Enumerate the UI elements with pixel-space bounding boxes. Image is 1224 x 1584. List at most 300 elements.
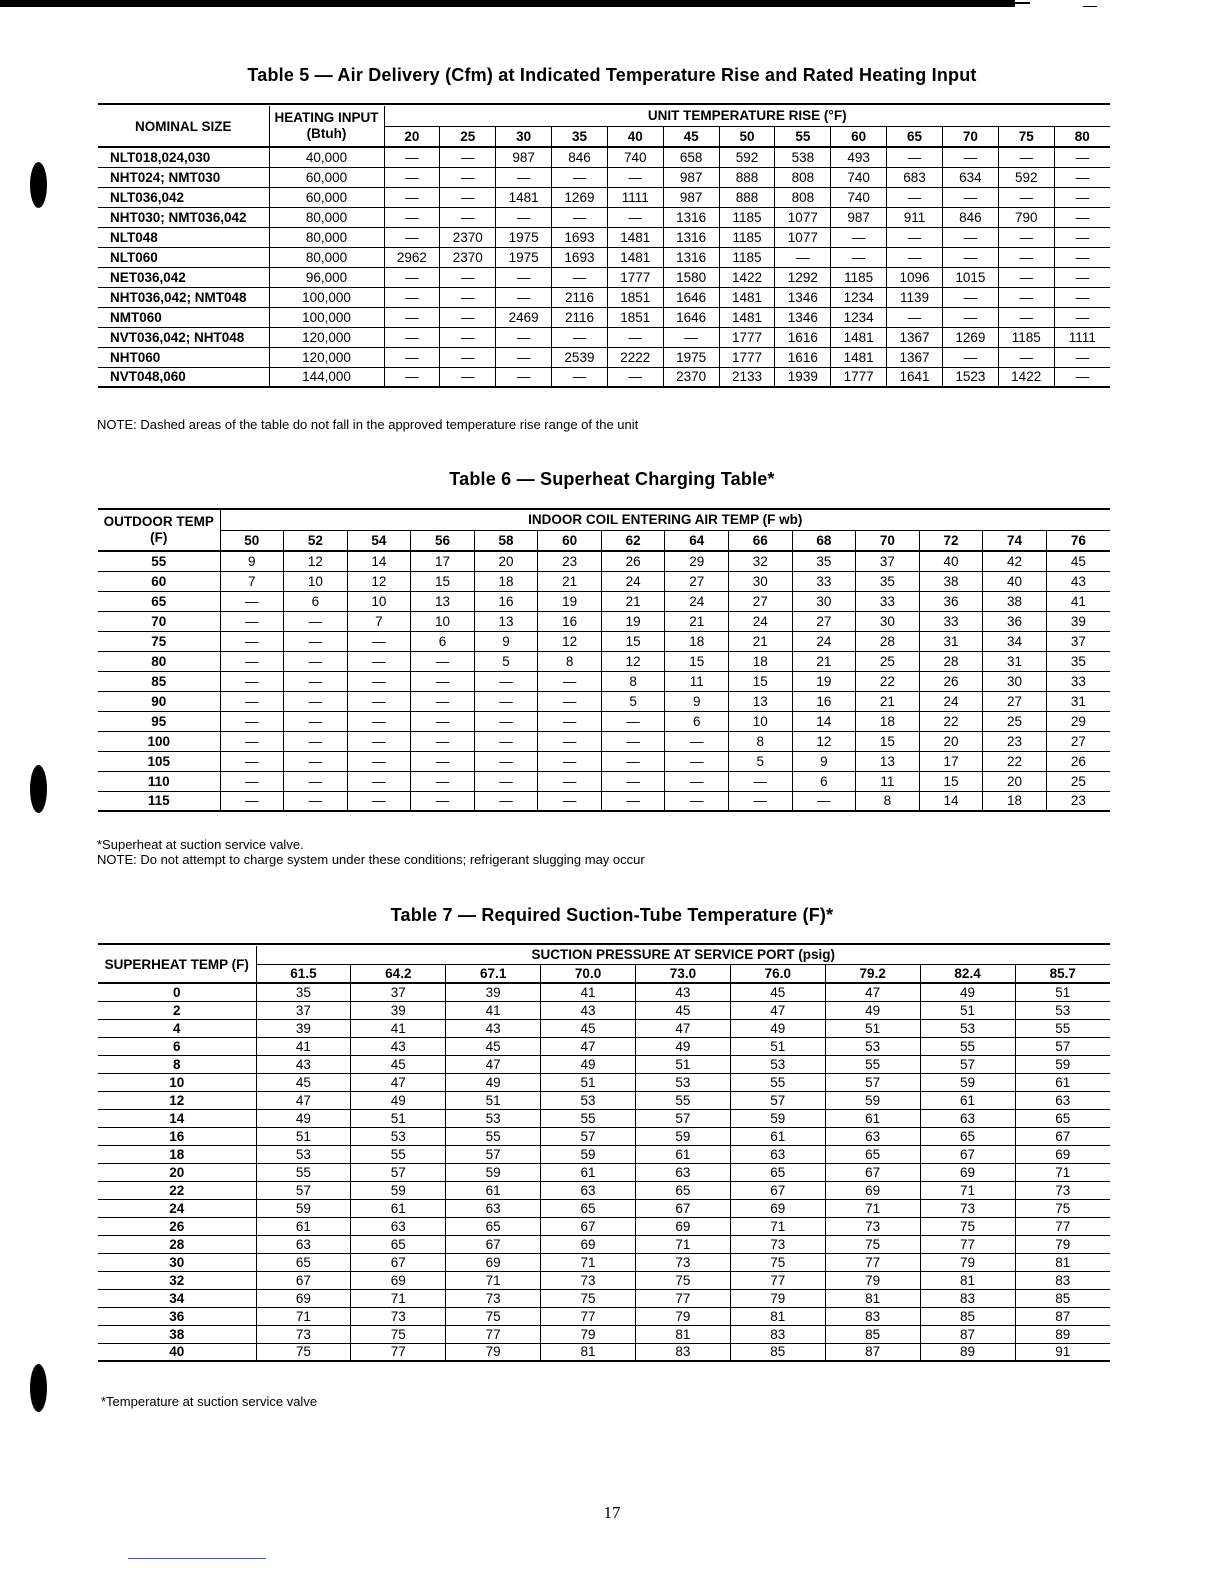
table5-cell: —	[384, 187, 440, 207]
table5-cell: 911	[887, 207, 943, 227]
table-row	[98, 147, 1110, 167]
table5-cell: —	[384, 267, 440, 287]
table6-cell: 17	[411, 551, 475, 571]
table7-cell: 69	[825, 1181, 920, 1199]
table7-row-label: 2	[98, 1001, 256, 1019]
table6-cell: 22	[856, 671, 920, 691]
table5-cell: 1481	[719, 287, 775, 307]
table5-cell: —	[440, 367, 496, 387]
table-row	[98, 367, 1110, 387]
table5-cell: 846	[942, 207, 998, 227]
table5-row-input: 60,000	[269, 187, 384, 207]
table5-cell: —	[384, 147, 440, 167]
table6-cell: 31	[1046, 691, 1110, 711]
table6-cell: 15	[601, 631, 665, 651]
table-row	[98, 1145, 1110, 1163]
table7-cell: 73	[825, 1217, 920, 1235]
table7-cell: 87	[920, 1325, 1015, 1343]
table6-cell: —	[220, 751, 284, 771]
table6-cell: 19	[538, 591, 602, 611]
table7-cell: 55	[636, 1091, 731, 1109]
table6-cell: —	[347, 771, 411, 791]
table6-cell: —	[601, 751, 665, 771]
table6-cell: —	[474, 791, 538, 811]
table5-row-input: 120,000	[269, 347, 384, 367]
table7-row-label: 8	[98, 1055, 256, 1073]
table5-col-header: 55	[775, 126, 831, 147]
table7-cell: 75	[351, 1325, 446, 1343]
table6-cell: 23	[538, 551, 602, 571]
table5-cell: 1316	[663, 227, 719, 247]
table5-cell: 1777	[719, 347, 775, 367]
table5-row-label: NHT024; NMT030	[98, 167, 269, 187]
table7-cell: 77	[730, 1271, 825, 1289]
table6-cell: 9	[792, 751, 856, 771]
table5-cell: —	[942, 147, 998, 167]
table5-col-header: 65	[887, 126, 943, 147]
table7-cell: 79	[446, 1343, 541, 1361]
table7-cell: 77	[446, 1325, 541, 1343]
table-row	[98, 187, 1110, 207]
table5-cell: —	[607, 207, 663, 227]
table-row	[98, 571, 1110, 591]
table6-cell: 24	[792, 631, 856, 651]
table5-cell: —	[496, 167, 552, 187]
table7-cell: 45	[541, 1019, 636, 1037]
table5-cell: 987	[663, 187, 719, 207]
table6-cell: 16	[792, 691, 856, 711]
table7-cell: 57	[446, 1145, 541, 1163]
table7-cell: 47	[256, 1091, 351, 1109]
table6-cell: 24	[601, 571, 665, 591]
table-row	[98, 1037, 1110, 1055]
table7-cell: 49	[825, 1001, 920, 1019]
table7-cell: 59	[1015, 1055, 1110, 1073]
table-row	[98, 611, 1110, 631]
table6-cell: —	[411, 691, 475, 711]
table7-cell: 79	[636, 1307, 731, 1325]
table6-cell: —	[538, 691, 602, 711]
table7-cell: 47	[636, 1019, 731, 1037]
table6-cell: —	[474, 771, 538, 791]
table5-cell: 1646	[663, 307, 719, 327]
table5-cell: —	[384, 227, 440, 247]
table5-cell: 1851	[607, 287, 663, 307]
table5-cell: 1616	[775, 347, 831, 367]
table5-cell: 1777	[719, 327, 775, 347]
table5-cell: —	[384, 367, 440, 387]
table6-header-outdoor: OUTDOOR TEMP (F)	[98, 510, 220, 551]
table6-cell: 33	[792, 571, 856, 591]
table6-cell: 26	[919, 671, 983, 691]
table6-cell: —	[474, 751, 538, 771]
table5-row-input: 40,000	[269, 147, 384, 167]
table6-cell: —	[538, 791, 602, 811]
table5-cell: —	[496, 367, 552, 387]
table6-cell: 14	[347, 551, 411, 571]
table-row	[98, 1073, 1110, 1091]
table5-title: Table 5 — Air Delivery (Cfm) at Indicated Temperature Rise and Rated Heating Input	[247, 65, 977, 85]
table6-cell: 23	[983, 731, 1047, 751]
table6-cell: —	[538, 711, 602, 731]
table5-col-header: 25	[440, 126, 496, 147]
table5-cell: —	[496, 327, 552, 347]
table6-cell: —	[538, 771, 602, 791]
table6-cell: —	[411, 651, 475, 671]
table6-cell: 35	[792, 551, 856, 571]
table7-cell: 73	[256, 1325, 351, 1343]
table7-row-label: 22	[98, 1181, 256, 1199]
table7-cell: 79	[730, 1289, 825, 1307]
table5-cell: 1975	[663, 347, 719, 367]
table5-cell: 1367	[887, 347, 943, 367]
table5-col-header: 50	[719, 126, 775, 147]
table7-cell: 59	[730, 1109, 825, 1127]
table5-cell: 1269	[552, 187, 608, 207]
table7-cell: 61	[636, 1145, 731, 1163]
table7-cell: 45	[351, 1055, 446, 1073]
table7-cell: 59	[446, 1163, 541, 1181]
table5-cell: 987	[496, 147, 552, 167]
table6-cell: 8	[729, 731, 793, 751]
table5-cell: 1185	[719, 247, 775, 267]
table7-cell: 79	[541, 1325, 636, 1343]
table7-row-label: 12	[98, 1091, 256, 1109]
table7-cell: 71	[730, 1217, 825, 1235]
table7-cell: 63	[825, 1127, 920, 1145]
table5-cell: —	[607, 327, 663, 347]
table7-cell: 71	[1015, 1163, 1110, 1181]
table6-cell: 22	[919, 711, 983, 731]
table6-col-header: 68	[792, 530, 856, 551]
table6-cell: —	[347, 691, 411, 711]
table5-cell: —	[775, 247, 831, 267]
table7-cell: 77	[636, 1289, 731, 1307]
table7-cell: 73	[446, 1289, 541, 1307]
table6-cell: 15	[411, 571, 475, 591]
table5-header-heating: HEATING INPUT (Btuh)	[269, 106, 384, 147]
table7-row-label: 4	[98, 1019, 256, 1037]
table7-row-label: 30	[98, 1253, 256, 1271]
table6-cell: —	[220, 671, 284, 691]
table7-col-header: 82.4	[920, 964, 1015, 983]
table7-cell: 75	[256, 1343, 351, 1361]
table7-cell: 53	[730, 1055, 825, 1073]
table6-cell: —	[474, 731, 538, 751]
table7-cell: 49	[636, 1037, 731, 1055]
table5-cell: 1234	[831, 307, 887, 327]
table6-cell: 27	[665, 571, 729, 591]
table5-cell: —	[942, 227, 998, 247]
table5-header-rise: UNIT TEMPERATURE RISE (°F)	[384, 106, 1110, 126]
table5-row-input: 100,000	[269, 307, 384, 327]
table6-cell: 13	[411, 591, 475, 611]
table5-row-label: NVT048,060	[98, 367, 269, 387]
table7-cell: 47	[825, 983, 920, 1001]
table6-cell: —	[284, 631, 348, 651]
table5-cell: —	[942, 287, 998, 307]
table6-cell: —	[601, 711, 665, 731]
table5-row-input: 80,000	[269, 207, 384, 227]
table6-cell: —	[411, 751, 475, 771]
table5-cell: 808	[775, 167, 831, 187]
table7-cell: 55	[541, 1109, 636, 1127]
table7-cell: 67	[920, 1145, 1015, 1163]
table-row	[98, 267, 1110, 287]
table6-col-header: 66	[729, 530, 793, 551]
table7-cell: 53	[920, 1019, 1015, 1037]
table7-cell: 51	[920, 1001, 1015, 1019]
table5-cell: 1185	[831, 267, 887, 287]
table6-cell: 15	[665, 651, 729, 671]
table6-cell: —	[538, 731, 602, 751]
table7-cell: 81	[541, 1343, 636, 1361]
table-row	[98, 1325, 1110, 1343]
table7-cell: 51	[351, 1109, 446, 1127]
table5-row-input: 96,000	[269, 267, 384, 287]
table6-cell: 13	[856, 751, 920, 771]
table-row	[98, 167, 1110, 187]
table7-cell: 77	[920, 1235, 1015, 1253]
table7-cell: 67	[730, 1181, 825, 1199]
table5-cell: —	[552, 167, 608, 187]
table7-cell: 71	[446, 1271, 541, 1289]
table7-cell: 85	[825, 1325, 920, 1343]
table5-cell: 1481	[719, 307, 775, 327]
table7-cell: 39	[351, 1001, 446, 1019]
table7-row-label: 32	[98, 1271, 256, 1289]
table7-cell: 65	[636, 1181, 731, 1199]
table7-cell: 65	[1015, 1109, 1110, 1127]
table5-cell: —	[384, 347, 440, 367]
table7-cell: 75	[920, 1217, 1015, 1235]
table-row	[98, 1343, 1110, 1361]
table7-cell: 51	[825, 1019, 920, 1037]
table5-cell: —	[998, 187, 1054, 207]
table6-cell: —	[665, 771, 729, 791]
table7-cell: 89	[1015, 1325, 1110, 1343]
table7-cell: 51	[541, 1073, 636, 1091]
table5-cell: 538	[775, 147, 831, 167]
table6-cell: —	[284, 731, 348, 751]
table7-cell: 81	[825, 1289, 920, 1307]
table6-cell: —	[601, 791, 665, 811]
table6-cell: 28	[856, 631, 920, 651]
table7-cell: 71	[541, 1253, 636, 1271]
table7-cell: 71	[920, 1181, 1015, 1199]
table6-cell: —	[347, 711, 411, 731]
table7-cell: 45	[256, 1073, 351, 1091]
table5-cell: 1346	[775, 287, 831, 307]
table6-col-header: 70	[856, 530, 920, 551]
table5-cell: —	[440, 187, 496, 207]
table7-cell: 57	[825, 1073, 920, 1091]
table7-cell: 71	[825, 1199, 920, 1217]
table6-cell: 14	[919, 791, 983, 811]
table-row	[98, 227, 1110, 247]
table5-row-label: NLT060	[98, 247, 269, 267]
table5-col-header: 45	[663, 126, 719, 147]
table5-row-input: 80,000	[269, 227, 384, 247]
table-row	[98, 771, 1110, 791]
table6-cell: —	[474, 691, 538, 711]
table7-cell: 85	[730, 1343, 825, 1361]
table6-cell: 9	[474, 631, 538, 651]
table5-cell: 1139	[887, 287, 943, 307]
table5-cell: 1481	[607, 227, 663, 247]
table5-cell: 2539	[552, 347, 608, 367]
table5-row-input: 80,000	[269, 247, 384, 267]
table6-cell: 38	[983, 591, 1047, 611]
table7-cell: 37	[351, 983, 446, 1001]
table5-cell: 987	[663, 167, 719, 187]
punch-hole-middle	[30, 765, 47, 813]
table5-cell: 1077	[775, 227, 831, 247]
table6-row-label: 55	[98, 551, 220, 571]
table6-cell: 21	[665, 611, 729, 631]
table5-col-header: 35	[552, 126, 608, 147]
table7-cell: 55	[825, 1055, 920, 1073]
table7-cell: 89	[920, 1343, 1015, 1361]
table6-col-header: 64	[665, 530, 729, 551]
table6-cell: —	[220, 711, 284, 731]
table5-cell: 2370	[440, 227, 496, 247]
table7-cell: 49	[920, 983, 1015, 1001]
table7-cell: 75	[730, 1253, 825, 1271]
table7-row-label: 6	[98, 1037, 256, 1055]
table5-cell: —	[607, 167, 663, 187]
table5-cell: 740	[831, 187, 887, 207]
table7-cell: 69	[351, 1271, 446, 1289]
table6-cell: 29	[1046, 711, 1110, 731]
table6-title: Table 6 — Superheat Charging Table*	[449, 469, 775, 489]
table5-cell: 1185	[719, 207, 775, 227]
table6-row-label: 110	[98, 771, 220, 791]
table5-cell: —	[1054, 207, 1110, 227]
table7-cell: 55	[730, 1073, 825, 1091]
table6-cell: 24	[665, 591, 729, 611]
table5-row-input: 144,000	[269, 367, 384, 387]
table5-cell: 1523	[942, 367, 998, 387]
table6-col-header: 74	[983, 530, 1047, 551]
table7-cell: 47	[351, 1073, 446, 1091]
table7-cell: 59	[825, 1091, 920, 1109]
table5-cell: —	[663, 327, 719, 347]
table5-row-label: NHT060	[98, 347, 269, 367]
table5-cell: —	[887, 307, 943, 327]
table5-cell: —	[440, 287, 496, 307]
table5-cell: —	[1054, 287, 1110, 307]
table7-cell: 69	[1015, 1145, 1110, 1163]
table6-cell: 33	[856, 591, 920, 611]
table6-cell: —	[284, 791, 348, 811]
table6-cell: 27	[983, 691, 1047, 711]
table6-cell: —	[284, 711, 348, 731]
table5-cell: 1316	[663, 247, 719, 267]
table6-cell: —	[347, 791, 411, 811]
table7-cell: 53	[446, 1109, 541, 1127]
table7-cell: 63	[541, 1181, 636, 1199]
table7-cell: 67	[1015, 1127, 1110, 1145]
table5-cell: 1646	[663, 287, 719, 307]
table7-cell: 79	[1015, 1235, 1110, 1253]
table6-cell: —	[347, 751, 411, 771]
table7-row-label: 0	[98, 983, 256, 1001]
table6-cell: 8	[538, 651, 602, 671]
table7-cell: 51	[730, 1037, 825, 1055]
table7-cell: 71	[256, 1307, 351, 1325]
table5-row-label: NLT018,024,030	[98, 147, 269, 167]
table5-cell: —	[1054, 367, 1110, 387]
table-row	[98, 307, 1110, 327]
table5-header-nominal: NOMINAL SIZE	[98, 106, 269, 147]
table5-cell: 1580	[663, 267, 719, 287]
table6-cell: 18	[729, 651, 793, 671]
table5-cell: 2222	[607, 347, 663, 367]
table6-row-label: 60	[98, 571, 220, 591]
table5-cell: 658	[663, 147, 719, 167]
table7-col-header: 64.2	[351, 964, 446, 983]
table5-cell: 1185	[719, 227, 775, 247]
table7-cell: 57	[541, 1127, 636, 1145]
table6-cell: 26	[601, 551, 665, 571]
table7-cell: 87	[825, 1343, 920, 1361]
table5-cell: —	[384, 327, 440, 347]
table7-cell: 61	[920, 1091, 1015, 1109]
table6-cell: —	[347, 651, 411, 671]
table5-cell: 1481	[831, 327, 887, 347]
table7-cell: 57	[1015, 1037, 1110, 1055]
table6-header-indoor: INDOOR COIL ENTERING AIR TEMP (F wb)	[220, 510, 1110, 530]
table6-col-header: 60	[538, 530, 602, 551]
table7-footnote: *Temperature at suction service valve	[101, 1394, 318, 1409]
table-row	[98, 551, 1110, 571]
table7-cell: 87	[1015, 1307, 1110, 1325]
table7-cell: 61	[1015, 1073, 1110, 1091]
table6-row-label: 70	[98, 611, 220, 631]
table6-cell: —	[284, 771, 348, 791]
table7-cell: 47	[446, 1055, 541, 1073]
table7-cell: 67	[541, 1217, 636, 1235]
table6-cell: 9	[220, 551, 284, 571]
table7-cell: 83	[730, 1325, 825, 1343]
table5-cell: —	[1054, 347, 1110, 367]
table5-top-rule	[98, 103, 1110, 105]
table5-cell: 790	[998, 207, 1054, 227]
table6-cell: —	[284, 651, 348, 671]
table6-cell: 39	[1046, 611, 1110, 631]
table5-cell: —	[1054, 227, 1110, 247]
table7-cell: 49	[446, 1073, 541, 1091]
page-number: 17	[603, 1503, 621, 1522]
table7-cell: 45	[446, 1037, 541, 1055]
table5-cell: 1367	[887, 327, 943, 347]
table5-cell: 888	[719, 167, 775, 187]
table7-cell: 43	[446, 1019, 541, 1037]
table6-cell: 45	[1046, 551, 1110, 571]
table-row	[98, 207, 1110, 227]
table6-cell: 41	[1046, 591, 1110, 611]
table-row	[98, 1217, 1110, 1235]
table7-col-header: 79.2	[825, 964, 920, 983]
table5-cell: 1015	[942, 267, 998, 287]
table5-row-label: NET036,042	[98, 267, 269, 287]
table7-cell: 53	[1015, 1001, 1110, 1019]
table7-cell: 55	[920, 1037, 1015, 1055]
table6-cell: —	[220, 691, 284, 711]
table6-cell: —	[347, 671, 411, 691]
table5-cell: —	[384, 167, 440, 187]
